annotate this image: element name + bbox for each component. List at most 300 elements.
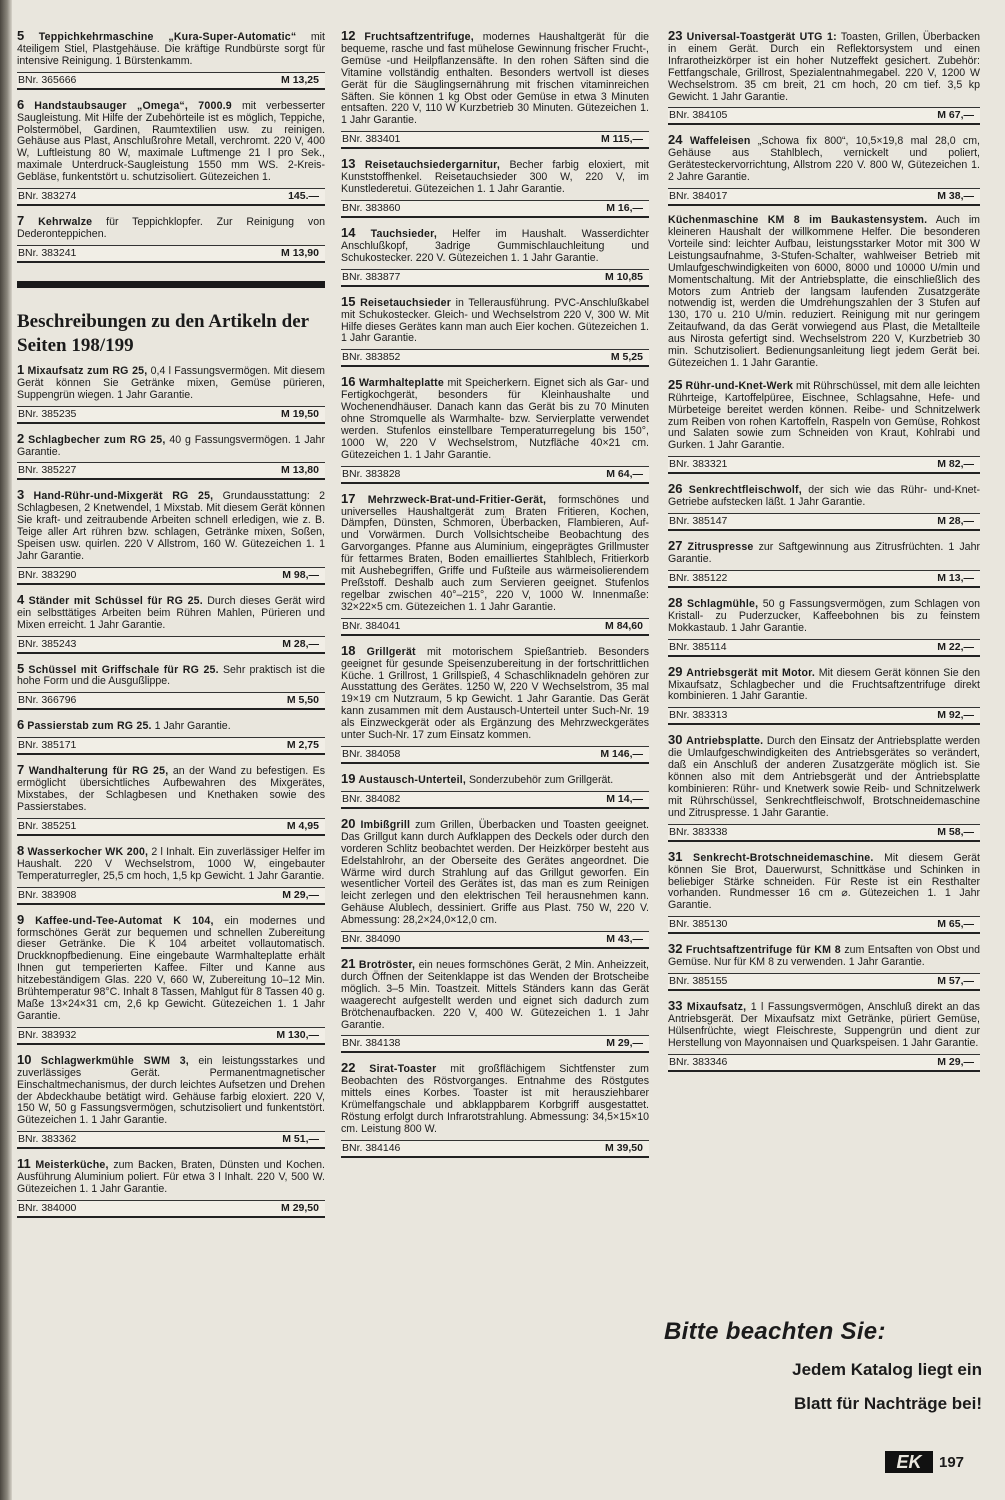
- item-text: ein neues formschönes Gerät, 2 Min. Anheizzeit, durch Öffnen der Seitenklappe ist das Wenden der Brotscheibe möglich. 3–5 Min. Toastzeit. Mittels Ständers kann das Gerät waagerecht aufgestellt werden und eignet sich dadurch zum Brötchenaufbacken. 220 V, 400 W. Gütezeichen 1. 1 Jahr Garantie.: [341, 959, 649, 1031]
- section-heading: Beschreibungen zu den Artikeln der Seiten 198/199: [17, 310, 309, 356]
- catalog-item: [341, 770, 649, 809]
- item-price: M 57,—: [937, 975, 974, 988]
- catalog-item: [17, 591, 325, 654]
- item-description: [17, 842, 325, 883]
- order-line: [341, 349, 649, 367]
- item-text: Sehr praktisch ist die hohe Form und die Ausgußlippe.: [17, 663, 325, 688]
- item-price: M 92,—: [937, 709, 974, 722]
- item-title: Austausch-Unterteil,: [358, 773, 467, 786]
- item-description: [668, 594, 981, 635]
- item-title: Meisterküche,: [35, 1159, 109, 1172]
- order-line: [17, 636, 325, 654]
- item-number: 6: [17, 717, 25, 733]
- section-divider: [17, 281, 325, 288]
- item-price: M 29,—: [282, 888, 319, 901]
- publisher-logo: EK: [885, 1451, 933, 1473]
- order-line: [668, 456, 980, 474]
- catalog-item: [668, 376, 980, 474]
- order-number: BNr. 383362: [18, 1133, 77, 1146]
- order-line: [17, 737, 325, 755]
- column-3: [668, 30, 980, 1081]
- order-number: BNr. 383241: [18, 246, 77, 259]
- order-number: BNr. 383321: [669, 458, 728, 471]
- catalog-item: [341, 224, 649, 287]
- catalog-item: [341, 376, 649, 483]
- item-title: Tauchsieder,: [370, 227, 437, 240]
- item-description: [341, 1062, 649, 1135]
- order-number: BNr. 384000: [18, 1201, 77, 1214]
- order-line: [668, 707, 980, 725]
- catalog-item: [17, 842, 325, 905]
- order-line: [668, 513, 980, 531]
- item-price: 145.—: [288, 190, 319, 203]
- order-number: BNr. 385251: [18, 819, 77, 832]
- item-title: Sirat-Toaster: [369, 1063, 437, 1076]
- item-description: [668, 483, 980, 509]
- order-number: BNr. 384058: [342, 747, 401, 760]
- order-number: BNr. 383852: [342, 351, 401, 364]
- item-price: M 13,—: [937, 571, 974, 584]
- order-line: [668, 973, 980, 991]
- item-text: Auch im kleineren Haushalt der willkommene Helfer. Die besonderen Vorteile sind: leichter Aufbau, leistungsstarker Motor mit 300 W Leistungsaufnahme, 3-Stufen-Schalter, wahlweiser Betrieb mit Umlaufgeschwindigkeiten von 6000, 8000 und 10000 U/min und Momentschaltung. Mit der Antriebsplatte, die einschließlich des Motors zum Antrieb der langsam laufenden Zusatzgeräte notwendig ist, werden die Umdrehungszahlen der 3 Stufen auf 130, 170 u. 210 U/min. reduziert. Reinigung mit nur geringem Zeitaufwand, da das Gerät vorwiegend aus Plast, die Metallteile aus Nirosta gefertigt sind. Wechselstrom 220 V, Kurzbetrieb 30 min. Schutzisoliert. Bedienungsanleitung liegt jedem Gerät bei. Gütezeichen 1. 1 Jahr Garantie.: [668, 214, 981, 369]
- item-text: 1 l Fassungsvermögen, Anschluß direkt an das Antriebsgerät. Der Mixaufsatz mixt Getränke, püriert Gemüse, Hülsenfrüchte, wiegt Fleischreste, Suppengrün und dient zur Herstellung von Mayonnaisen und Quarkspeisen. 1 Jahr Garantie.: [668, 1001, 980, 1049]
- item-number: 7: [17, 762, 25, 778]
- catalog-item: [17, 764, 325, 836]
- item-title: Fruchtsaftzentrifuge für KM 8: [685, 944, 841, 957]
- order-number: BNr. 383908: [18, 888, 77, 901]
- order-line: [668, 824, 980, 842]
- item-number: 27: [668, 538, 683, 554]
- order-line: [341, 791, 649, 809]
- item-title: Kaffee-und-Tee-Automat K 104,: [35, 914, 214, 927]
- item-number: 8: [17, 842, 25, 858]
- item-number: 12: [341, 28, 356, 43]
- item-text: 1 Jahr Garantie.: [154, 720, 231, 733]
- item-text: mit 4teiligem Stiel, Plastgehäuse. Die kräftige Rundbürste sorgt für intensive Reinigung. 1 Bürstenkamm.: [17, 31, 325, 67]
- item-description: [17, 591, 325, 632]
- catalog-item: [17, 430, 325, 481]
- order-number: BNr. 383828: [342, 467, 401, 480]
- item-number: 13: [341, 156, 356, 172]
- item-text: modernes Haushaltgerät für die bequeme, rasche und fast mühelose Gewinnung frischer Frucht-, Gemüse -und Heilpflanzensäfte. In den rohen Säften sind die Vitamine vollständig enthalten. Besonders wertvoll ist dieses Gerät für die Säuglingsernährung mit frischen vitaminreichen Säften. Sie können 1 kg Obst oder Gemüse in etwa 3 Minuten entsaften. 220 V, 110 W Kurzbetrieb 30 Minuten. Gütezeichen 1. 1 Jahr Garantie.: [341, 31, 649, 127]
- item-description: [17, 660, 325, 689]
- catalog-item: [341, 158, 649, 218]
- order-number: BNr. 383860: [342, 201, 401, 214]
- catalog-item: [341, 642, 649, 764]
- order-line: [668, 916, 980, 934]
- order-number: BNr. 385171: [18, 739, 77, 752]
- catalog-item: [17, 719, 325, 755]
- item-text: Becher farbig eloxiert, mit Kunststoffhenkel. Reisetauchsieder 300 W, 220 V, im Kunstlederetui. Gütezeichen 1. 1 Jahr Garantie.: [341, 159, 649, 196]
- column-2: [341, 30, 649, 1167]
- notice-box: [664, 1318, 982, 1414]
- item-description: [341, 376, 649, 461]
- order-number: BNr. 384090: [342, 933, 401, 946]
- item-description: [341, 224, 649, 265]
- item-text: mit großflächigem Sichtfenster zum Beobachten des Röstvorganges. Entnahme des Röstgutes mittels eines Korbes. Toaster ist mit herausziehbarer Krümelfangschale und abklappbarem Korbgriff ausgestattet. Röstung erfolgt durch Infrarotstrahlung. Abmessung: 34,5×15×10 cm. Leistung 800 W.: [341, 1063, 649, 1135]
- item-title: Mixaufsatz zum RG 25,: [27, 364, 148, 377]
- item-number: 3: [17, 487, 25, 503]
- catalog-item: [668, 134, 980, 206]
- order-line: [17, 245, 325, 263]
- item-number: 22: [341, 1060, 356, 1076]
- item-title: Teppichkehrmaschine „Kura-Super-Automatic“: [38, 31, 297, 43]
- item-number: 16: [341, 374, 356, 390]
- item-title: Passierstab zum RG 25.: [27, 720, 152, 733]
- item-text: ein modernes und formschönes Gerät zur bequemen und schnellen Zubereitung dieser Getränke. Die K 104 arbeitet vollautomatisch. Druckknopfbedienung. Eine eingebaute Warmhalteplatte erhält Ihnen gut temperierten Kaffee. Filter und Kanne aus hitzebeständigem Glas. 220 V, 660 W, Zubereitung 10–12 Min. Brühtemperatur 98°C. Inhalt 8 Tassen, Mahlgut für 8 Tassen 40 g. Maße 13×24×31 cm, 2,6 kp Gewicht. Gütezeichen 1. 1 Jahr Garantie.: [17, 914, 325, 1022]
- item-number: 21: [341, 956, 356, 972]
- item-price: M 28,—: [282, 637, 319, 650]
- item-number: 18: [341, 642, 356, 658]
- item-title: Wasserkocher WK 200,: [27, 845, 149, 858]
- item-description: [17, 96, 325, 184]
- item-title: Imbißgrill: [360, 818, 411, 831]
- catalog-item: [341, 490, 650, 636]
- item-number: 29: [668, 663, 683, 679]
- item-description: [668, 1000, 980, 1050]
- order-line: [17, 188, 325, 206]
- item-price: M 29,50: [281, 1201, 319, 1214]
- order-line: [668, 107, 980, 125]
- item-number: 19: [341, 770, 356, 786]
- notice-title: Bitte beachten Sie:: [664, 1318, 886, 1345]
- item-price: M 82,—: [937, 458, 974, 471]
- order-line: [17, 406, 325, 424]
- item-title: Reisetauchsiedergarnitur,: [364, 159, 501, 172]
- item-title: Antriebsplatte.: [686, 735, 764, 748]
- order-number: BNr. 384017: [669, 190, 728, 203]
- item-title: Schlagmühle,: [686, 597, 759, 610]
- catalog-item: [17, 1158, 325, 1218]
- item-price: M 4,95: [286, 819, 319, 832]
- order-number: BNr. 385243: [18, 637, 77, 650]
- item-title: Universal-Toastgerät UTG 1:: [686, 31, 837, 43]
- catalog-item: [668, 1000, 980, 1072]
- order-number: BNr. 384041: [342, 619, 401, 632]
- catalog-item: [17, 911, 325, 1045]
- catalog-item: [341, 30, 649, 149]
- order-line: [341, 931, 649, 949]
- item-number: 1: [17, 361, 25, 377]
- item-description: [668, 943, 980, 969]
- item-description: [17, 489, 325, 562]
- item-price: M 39,50: [605, 1141, 643, 1154]
- item-title: Waffeleisen: [689, 135, 751, 148]
- item-text: Mit diesem Gerät können Sie Brot, Dauerwurst, Schnittkäse und Schinken in beliebiger Stärke schneiden. Für Reste ist ein Resthalter vorhanden. Rundmesser 16 cm ⌀. Gütezeichen 1. 1 Jahr Garantie.: [668, 851, 980, 912]
- item-price: M 5,50: [286, 694, 319, 707]
- item-price: M 130,—: [276, 1028, 319, 1041]
- item-number: 28: [668, 594, 683, 610]
- item-title: Schlagbecher zum RG 25,: [28, 433, 166, 446]
- item-title: Brotröster,: [358, 959, 416, 972]
- item-title: Antriebsgerät mit Motor.: [686, 666, 816, 679]
- item-number: 6: [17, 96, 25, 112]
- order-line: [17, 72, 325, 90]
- item-text: 50 g Fassungsvermögen, zum Schlagen von Kristall- zu Puderzucker, Kaffeebohnen bis zu feinstem Mokkastaub. 1 Jahr Garantie.: [668, 597, 981, 634]
- catalog-item: [17, 30, 325, 90]
- item-price: M 13,90: [281, 246, 319, 259]
- catalog-item: [668, 734, 980, 841]
- item-text: zum Entsaften von Obst und Gemüse. Nur für KM 8 zu verwenden. 1 Jahr Garantie.: [668, 944, 980, 969]
- order-line: [341, 200, 649, 218]
- item-text: mit verbesserter Saugleistung. Mit Hilfe der Zubehörteile ist es möglich, Teppiche, Polstermöbel, Gardinen, Raumtextilien usw. zu reinigen. Gehäuse aus Plast, Anschlußrohre Metall, verchromt. 220 V, 400 W, Luftleistung 80 W, maximale Luftmenge 21 l pro Sek., maximale Unterdruck-Saugleistung 1550 mm WS. 2-Kreis-Gebläse, funkentstört u. schutzisoliert. Gütezeichen 1.: [17, 99, 325, 184]
- catalog-item: [668, 30, 980, 125]
- item-price: M 65,—: [937, 918, 974, 931]
- item-description: [668, 376, 980, 452]
- item-number: 5: [17, 28, 25, 43]
- item-title: Wandhalterung für RG 25,: [28, 765, 169, 778]
- item-title: Senkrechtfleischwolf,: [688, 484, 802, 497]
- item-text: Mit diesem Gerät können Sie den Mixaufsatz, Schlagbecher und die Fruchtsaftzentrifuge direkt kombinieren. 1 Jahr Garantie.: [668, 666, 980, 703]
- order-line: [668, 1054, 980, 1072]
- item-price: M 16,—: [606, 201, 643, 214]
- item-description: [17, 1051, 326, 1127]
- item-description: [341, 642, 649, 742]
- item-number: 24: [668, 132, 683, 148]
- item-title: Zitruspresse: [687, 541, 754, 554]
- item-text: zur Saftgewinnung aus Zitrusfrüchten. 1 Jahr Garantie.: [668, 541, 980, 565]
- item-text: Sonderzubehör zum Grillgerät.: [468, 773, 614, 786]
- item-text: zum Grillen, Überbacken und Toasten geeignet. Das Grillgut kann durch Aufklappen des Deckels oder durch den vorderen Schlitz beobachtet werden. Der Heizkörper besteht aus Edelstahlrohr, an der Oberseite des Gerätes angeordnet. Die Wärme wird durch Strahlung auf das Grillgut geworfen. Ein wesentlicher Vorteil des Gerätes ist, das man es zum Reinigen leicht zerlegen und den elektrischen Teil herausnehmen kann. Gehäuse Alublech, dessiniert. Griffe aus Plast. 750 W, 220 V. Abmessung: 28,2×24,0×12,0 cm.: [341, 818, 649, 927]
- item-price: M 14,—: [606, 792, 643, 805]
- order-number: BNr. 385147: [669, 515, 728, 528]
- item-number: 9: [17, 911, 25, 927]
- order-number: BNr. 383401: [342, 133, 401, 146]
- item-price: M 51,—: [282, 1133, 319, 1146]
- item-price: M 29,—: [937, 1055, 974, 1068]
- item-text: mit motorischem Spießantrieb. Besonders geeignet für gesunde Speisenzubereitung in der fortschrittlichen Küche. 1 Grillrost, 1 Grillspieß, 4 Schaschliknadeln gehören zur Ausstattung des Gerätes. 1250 W, 220 V Wechselstrom, 35 mal 19×19 cm Nutzraum, 5 kp Gewicht. 1 Jahr Garantie. Das Gerät kann zusammen mit dem Austausch-Unterteil unter Such-Nr. 19 als Einzweckgerät oder als Ergänzung des Mehrzweckgerätes unter Such-Nr. 17 zum Einsatz kommen.: [341, 645, 649, 742]
- order-number: BNr. 385155: [669, 975, 728, 988]
- item-description: [668, 215, 980, 370]
- order-line: [341, 466, 649, 484]
- item-text: 0,4 l Fassungsvermögen. Mit diesem Gerät können Sie Getränke mixen, Gemüse pürieren, Suppengrün wiegen. 1 Jahr Garantie.: [17, 364, 325, 401]
- item-description: [668, 663, 980, 704]
- item-number: 26: [668, 481, 683, 497]
- item-price: M 115,—: [600, 133, 643, 146]
- item-number: 30: [668, 732, 683, 748]
- order-number: BNr. 383877: [342, 270, 401, 283]
- item-number: 4: [17, 591, 25, 607]
- item-description: [341, 158, 649, 196]
- item-title: Handstaubsauger „Omega“, 7000.9: [34, 99, 232, 112]
- item-title: Hand-Rühr-und-Mixgerät RG 25,: [33, 490, 214, 503]
- catalog-item: [341, 1062, 649, 1157]
- item-text: 40 g Fassungsvermögen. 1 Jahr Garantie.: [17, 433, 325, 458]
- item-title: Küchenmaschine KM 8 im Baukastensystem.: [668, 214, 928, 227]
- item-text: Toasten, Grillen, Überbacken in einem Gerät. Durch ein Reflektorsystem und einen Infrarotheizkörper ist ein hoher Nutzeffekt gesichert. Zubehör: Fettfangschale, Grillrost, Spezialentnahmegabel. 220 V, 1200 W Wechselstrom. 35 cm breit, 21 cm hoch, 20 cm tief. 3,5 kp Gewicht. 1 Jahr Garantie.: [668, 31, 980, 103]
- item-title: Rühr-und-Knet-Werk: [685, 379, 794, 392]
- item-price: M 43,—: [606, 933, 643, 946]
- order-number: BNr. 384138: [342, 1037, 401, 1050]
- order-line: [17, 887, 325, 905]
- catalog-item: [668, 594, 981, 657]
- page-number: 197: [939, 1453, 965, 1471]
- item-description: [341, 815, 649, 927]
- order-number: BNr. 384146: [342, 1141, 401, 1154]
- item-price: M 2,75: [286, 739, 319, 752]
- order-line: [17, 1131, 325, 1149]
- item-description: [341, 490, 650, 614]
- order-line: [17, 692, 325, 710]
- catalog-item: [17, 1051, 326, 1149]
- item-description: [668, 134, 980, 184]
- item-title: Warmhalteplatte: [358, 377, 444, 390]
- order-line: [17, 1027, 325, 1045]
- catalog-item: [668, 215, 980, 370]
- item-title: Ständer mit Schüssel für RG 25.: [28, 594, 203, 607]
- item-price: M 10,85: [605, 270, 643, 283]
- item-price: M 38,—: [937, 190, 974, 203]
- order-number: BNr. 385235: [18, 407, 77, 420]
- item-description: [17, 430, 325, 459]
- catalog-item: [341, 815, 649, 949]
- item-text: ein leistungsstarkes und zuverlässiges Gerät. Permanentmagnetischer Einschaltmechanismus, der durch leichtes Aufsetzen und Drehen der Abdeckhaube betätigt wird. Gehäuse farbig eloxiert. 220 V, 150 W, 50 g Fassungsvermögen, schutzisoliert und funkentstört. Gütezeichen 1. 1 Jahr Garantie.: [17, 1054, 326, 1127]
- item-number: 25: [668, 376, 683, 392]
- item-price: M 58,—: [937, 825, 974, 838]
- item-text: Durch dieses Gerät wird ein selbsttätiges Arbeiten beim Rühren Mahlen, Pürieren und Mixen erreicht. 1 Jahr Garantie.: [17, 594, 325, 631]
- item-title: Fruchtsaftzentrifuge,: [364, 31, 474, 43]
- item-number: 2: [17, 430, 25, 446]
- item-description: [17, 764, 325, 814]
- catalog-item: [17, 660, 325, 711]
- item-text: Grundausstattung: 2 Schlagbesen, 2 Knetwendel, 1 Mixstab. Mit diesem Gerät können Sie kraft- und zeitraubende Arbeiten schnell erledigen, wie z. B. Teige aller Art rühren bzw. schlagen, Getränke mixen, Soßen, Speisen usw. quirlen. 220 V Allstrom, 160 W. Gütezeichen 1. 1 Jahr Garantie.: [17, 490, 325, 562]
- item-number: 33: [668, 998, 683, 1014]
- item-title: Reisetauchsieder: [360, 296, 452, 309]
- catalog-item: [17, 215, 325, 263]
- item-number: 7: [17, 213, 25, 229]
- order-line: [17, 818, 325, 836]
- item-price: M 13,80: [281, 464, 319, 477]
- order-line: [341, 618, 649, 636]
- item-price: M 84,60: [605, 619, 643, 632]
- item-text: in Tellerausführung. PVC-Anschlußkabel mit Schukostecker. Gleich- und Wechselstrom 220 V, 300 W. Mit Hilfe dieses Gerätes kann man auch Eier kochen. Gütezeichen 1. 1 Jahr Garantie.: [341, 296, 649, 345]
- order-number: BNr. 385130: [669, 918, 728, 931]
- item-text: zum Backen, Braten, Dünsten und Kochen. Ausführung Aluminium poliert. Für etwa 3 l Inhalt. 220 V, 500 W. Gütezeichen 1. 1 Jahr Garantie.: [17, 1159, 326, 1196]
- order-number: BNr. 385122: [669, 571, 728, 584]
- item-title: Mehrzweck-Brat-und-Fritier-Gerät,: [367, 493, 547, 506]
- item-price: M 29,—: [606, 1037, 643, 1050]
- catalog-item: [668, 663, 980, 726]
- item-price: M 28,—: [937, 515, 974, 528]
- order-number: BNr. 384082: [342, 792, 401, 805]
- order-number: BNr. 385227: [18, 464, 77, 477]
- item-number: 31: [668, 848, 683, 864]
- order-line: [668, 639, 980, 657]
- item-text: formschönes und universelles Haushaltgerät zum Braten Fritieren, Kochen, Dämpfen, Dünsten, Schmoren, Überbacken, Flambieren, Auf- und Vorwärmen. Durch Vollsichtscheibe Beobachtung des Garvorganges. Pfanne aus Aluminium, eingeprägtes Grillmuster für fettarmes Braten, Boden emailliertes Stahlblech, Fritierkorb mit Aushebegriffen, Griffe und Fußteile aus wärmeisolierendem Preßstoff. Deshalb auch zum Servieren geeignet. Stufenlos regelbar zwischen 40°–215°, 220 V, 1000 W. Innenmaße: 32×22×5 cm. Gütezeichen 1. 1 Jahr Garantie.: [341, 493, 650, 613]
- order-line: [341, 131, 649, 149]
- item-title: Kehrwalze: [38, 216, 93, 229]
- item-description: [341, 293, 649, 346]
- item-price: M 19,50: [281, 407, 319, 420]
- item-text: mit Rührschüssel, mit dem alle leichten Rührteige, Kartoffelpüree, Eischnee, Schlagsahne, Hefe- und Mürbeteige bereitet werden können. Reibe- und Schnitzelwerk zum Reiben von rohen Kartoffeln, Raspeln von Gemüse, Rohkost und Salaten sowie zum Schneiden von Kraut, Kohlrabi und Gurken. 1 Jahr Garantie.: [668, 379, 980, 452]
- order-number: BNr. 383274: [18, 190, 77, 203]
- item-number: 14: [341, 224, 356, 240]
- order-line: [17, 567, 325, 585]
- order-line: [341, 269, 649, 287]
- item-description: [341, 958, 649, 1031]
- item-description: [668, 30, 980, 103]
- item-title: Schüssel mit Griffschale für RG 25.: [28, 663, 219, 676]
- order-line: [17, 462, 325, 480]
- item-number: 32: [668, 941, 683, 957]
- item-description: [17, 30, 325, 68]
- item-price: M 22,—: [937, 640, 974, 653]
- item-description: [17, 911, 325, 1023]
- item-text: Durch den Einsatz der Antriebsplatte werden die Umlaufgeschwindigkeiten des Antriebsgerätes so verändert, daß ein Anschluß der anderen Zusatzgeräte möglich ist. Sie können also mit dem Antriebsgerät und der Antriebsplatte kombinieren: Rühr- und Knetwerk sowie Reib- und Schnitzelwerk mit Rührschüssel, Senkrechtfleischwolf, Brotschneidemaschine und Zitruspresse. 1 Jahr Garantie.: [668, 735, 980, 819]
- order-number: BNr. 383932: [18, 1028, 77, 1041]
- item-number: 17: [341, 490, 356, 506]
- item-description: [17, 215, 325, 241]
- item-description: [668, 540, 980, 566]
- item-number: 15: [341, 293, 356, 309]
- column-1: [17, 30, 325, 1227]
- order-line: [341, 1140, 649, 1158]
- item-price: M 146,—: [600, 747, 643, 760]
- order-number: BNr. 366796: [18, 694, 77, 707]
- order-line: [341, 1035, 649, 1053]
- order-line: [341, 746, 649, 764]
- order-number: BNr. 383290: [18, 568, 77, 581]
- item-title: Schlagwerkmühle SWM 3,: [40, 1054, 189, 1067]
- order-number: BNr. 384105: [669, 109, 728, 122]
- item-price: M 13,25: [281, 73, 319, 86]
- item-title: Grillgerät: [366, 645, 416, 658]
- catalog-item: [668, 848, 980, 935]
- item-description: [668, 848, 980, 913]
- catalog-item: [341, 958, 649, 1053]
- item-text: 2 l Inhalt. Ein zuverlässiger Helfer im Haushalt. 220 V Wechselstrom, 1000 W, eingebauter Temperaturregler, 25,5 cm hoch, 1,5 kp Gewicht. 1 Jahr Garantie.: [17, 845, 325, 882]
- item-text: Helfer im Haushalt. Wasserdichter Anschlußkopf, 3adrige Gummischlauchleitung und Schukostecker. 220 V. Gütezeichen 1. 1 Jahr Garantie.: [341, 227, 649, 264]
- item-description: [17, 1158, 325, 1196]
- item-text: mit Speicherkern. Eignet sich als Gar- und Fertigkochgerät, besonders für Kleinhaushalte und Wochenendhäuser. Danach kann das Gerät bis zu 70 Minuten ohne Stromquelle als Warmhalte- bzw. Servierplatte verwendet werden. Stufenlos einstellbare Temperaturregelung bis 150°, 1000 W, 220 V Wechselstrom, Nutzfläche 40×21 cm. Gütezeichen 1. 1 Jahr Garantie.: [341, 377, 649, 461]
- item-description: [341, 770, 649, 787]
- item-description: [341, 30, 649, 127]
- item-text: an der Wand zu befestigen. Es ermöglicht übersichtliches Aufbewahren des Mixgerätes, Mixstabes, der Schlagbesen und Knethaken sowie des Passierstabes.: [17, 765, 325, 813]
- item-number: 11: [17, 1156, 31, 1172]
- catalog-item: [668, 540, 980, 588]
- item-title: Senkrecht-Brotschneidemaschine.: [693, 851, 874, 864]
- item-description: [17, 719, 325, 733]
- item-price: M 64,—: [606, 467, 643, 480]
- catalog-item: [17, 489, 325, 584]
- binding-gutter: [0, 0, 12, 1500]
- catalog-item: [17, 96, 325, 206]
- page-footer: [885, 1451, 964, 1473]
- order-line: [668, 188, 980, 206]
- item-text: für Teppichklopfer. Zur Reinigung von Dederonteppichen.: [17, 216, 325, 240]
- item-price: M 67,—: [937, 109, 974, 122]
- order-line: [668, 570, 980, 588]
- item-number: 5: [17, 660, 25, 676]
- item-description: [17, 361, 325, 402]
- order-number: BNr. 365666: [18, 73, 77, 86]
- catalog-item: [341, 293, 649, 368]
- item-text: „Schowa fix 800“, 10,5×19,8 mal 28,0 cm, Gehäuse aus Stahlblech, vernickelt und poliert, Gerätesteckervorrichtung, Allstrom 220 V. 800 W, Gütezeichen 1. 2 Jahre Garantie.: [668, 135, 980, 184]
- item-number: 10: [17, 1051, 32, 1067]
- catalog-item: [17, 361, 325, 424]
- catalog-item: [668, 483, 980, 531]
- item-title: Mixaufsatz,: [686, 1001, 747, 1014]
- order-number: BNr. 383338: [669, 825, 728, 838]
- item-number: 23: [668, 28, 683, 43]
- order-number: BNr. 383346: [669, 1055, 728, 1068]
- order-line: [17, 1200, 325, 1218]
- item-price: M 98,—: [282, 568, 319, 581]
- order-number: BNr. 385114: [669, 640, 727, 653]
- catalog-item: [668, 943, 980, 991]
- item-price: M 5,25: [610, 351, 643, 364]
- item-text: der sich wie das Rühr- und-Knet-Getriebe aufstecken läßt. 1 Jahr Garantie.: [668, 484, 980, 509]
